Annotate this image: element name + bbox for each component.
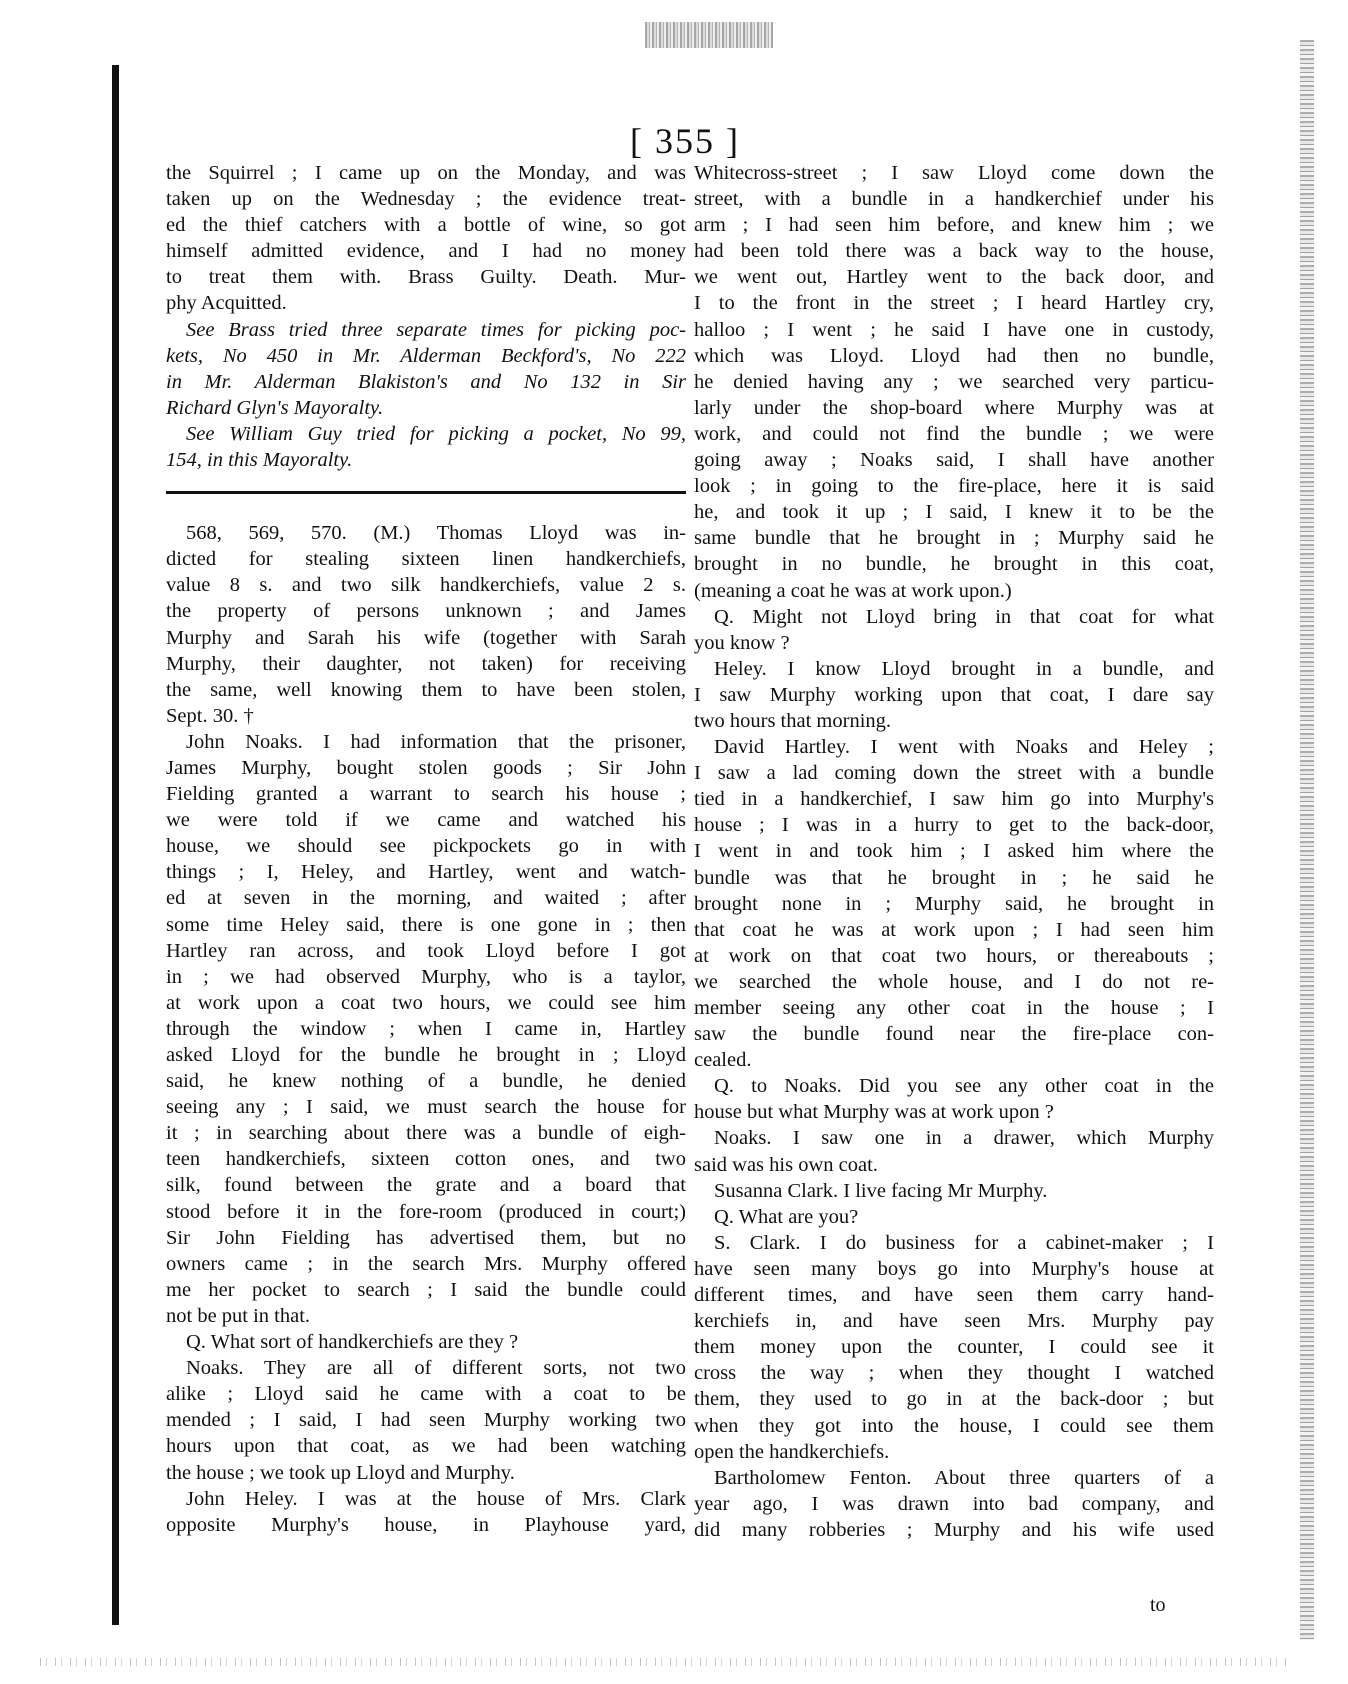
text-line: halloo ; I went ; he said I have one in custody, [694, 318, 1214, 341]
text-line: saw the bundle found near the fire-place con- [694, 1023, 1214, 1046]
text-line: stood before it in the fore-room (produced in court;) [166, 1200, 686, 1223]
text-line: we searched the whole house, and I do not re- [694, 970, 1214, 993]
text-line: had been told there was a back way to the house, [694, 240, 1214, 263]
text-line: himself admitted evidence, and I had no money [166, 240, 686, 263]
text-line: them, they used to go in at the back-door ; but [694, 1388, 1214, 1411]
text-line: phy Acquitted. [166, 292, 287, 315]
text-line: David Hartley. I went with Noaks and Heley ; [714, 736, 1214, 759]
left-column [166, 160, 686, 1538]
text-line: cross the way ; when they thought I watched [694, 1362, 1214, 1385]
text-line: that coat he was at work upon ; I had seen him [694, 918, 1214, 941]
text-line: taken up on the Wednesday ; the evidence treat- [166, 188, 686, 211]
text-line: Hartley ran across, and took Lloyd before I got [166, 939, 686, 962]
text-line: the same, well knowing them to have been stolen, [166, 678, 686, 701]
text-line: he, and took it up ; I said, I knew it to be the [694, 501, 1214, 524]
text-line: (meaning a coat he was at work upon.) [694, 579, 1012, 602]
text-line: I to the front in the street ; I heard Hartley cry, [694, 292, 1214, 315]
text-line: house ; I was in a hurry to get to the back-door, [694, 814, 1214, 837]
text-line: the property of persons unknown ; and James [166, 600, 686, 623]
right-column [694, 160, 1214, 1543]
section-rule [166, 491, 686, 494]
text-line: asked Lloyd for the bundle he brought in ; Lloyd [166, 1044, 686, 1066]
text-line: he denied having any ; we searched very particu- [694, 370, 1214, 393]
text-line: different times, and have seen them carry hand- [694, 1284, 1214, 1307]
text-line: in ; we had observed Murphy, who is a taylor, [166, 965, 686, 988]
text-line: 154, in this Mayoralty. [166, 449, 353, 472]
text-line: when they got into the house, I could see them [694, 1414, 1214, 1437]
text-line: Whitecross-street ; I saw Lloyd come down the [694, 162, 1214, 184]
text-line: opposite Murphy's house, in Playhouse yard, [166, 1513, 686, 1536]
text-line: things ; I, Heley, and Hartley, went and watch- [166, 861, 686, 884]
text-line: said was his own coat. [694, 1153, 878, 1176]
text-line: ed the thief catchers with a bottle of wine, so got [166, 214, 686, 237]
text-line: value 8 s. and two silk handkerchiefs, value 2 s. [166, 574, 686, 597]
scan-smudge [645, 22, 773, 48]
binding-rule [112, 65, 119, 1625]
text-line: arm ; I had seen him before, and knew him ; we [694, 214, 1214, 237]
text-line: Bartholomew Fenton. About three quarters of a [714, 1466, 1214, 1489]
text-line: tied in a handkerchief, I saw him go into Murphy's [694, 788, 1214, 811]
text-line: through the window ; when I came in, Hartley [166, 1017, 686, 1040]
text-line: 568, 569, 570. (M.) Thomas Lloyd was in- [186, 522, 686, 545]
text-line: member seeing any other coat in the house ; I [694, 997, 1214, 1019]
text-line: Heley. I know Lloyd brought in a bundle, and [714, 657, 1214, 680]
text-line: have seen many boys go into Murphy's house at [694, 1257, 1214, 1280]
text-line: them money upon the counter, I could see it [694, 1336, 1214, 1359]
text-line: not be put in that. [166, 1304, 311, 1327]
text-line: James Murphy, bought stolen goods ; Sir John [166, 756, 686, 779]
text-line: dicted for stealing sixteen linen handkerchiefs, [166, 548, 686, 571]
text-line: me her pocket to search ; I said the bundle could [166, 1278, 686, 1301]
text-line: the Squirrel ; I came up on the Monday, and was [166, 162, 686, 184]
text-line: teen handkerchiefs, sixteen cotton ones, and two [166, 1148, 686, 1171]
text-line: year ago, I was drawn into bad company, and [694, 1492, 1214, 1515]
text-line: I went in and took him ; I asked him where the [694, 840, 1214, 863]
text-line: to treat them with. Brass Guilty. Death. Mur- [166, 266, 686, 289]
text-line: Q. What sort of handkerchiefs are they ? [186, 1331, 519, 1354]
text-line: Noaks. They are all of different sorts, not two [186, 1357, 686, 1380]
catchword: to [1150, 1594, 1166, 1616]
text-line: bundle was that he brought in ; he said he [694, 866, 1214, 889]
text-line: two hours that morning. [694, 709, 892, 732]
text-line: at work upon a coat two hours, we could see him [166, 991, 686, 1014]
text-line: open the handkerchiefs. [694, 1440, 890, 1463]
text-line: work, and could not find the bundle ; we were [694, 422, 1214, 445]
text-line: mended ; I said, I had seen Murphy working two [166, 1409, 686, 1432]
page-number: [ 355 ] [630, 121, 740, 161]
text-line: larly under the shop-board where Murphy was at [694, 396, 1214, 419]
text-line: did many robberies ; Murphy and his wife used [694, 1518, 1214, 1541]
text-line: cealed. [694, 1049, 752, 1072]
text-line: Sir John Fielding has advertised them, but no [166, 1226, 686, 1249]
text-line: Susanna Clark. I live facing Mr Murphy. [714, 1179, 1048, 1202]
text-line: said, he knew nothing of a bundle, he denied [166, 1070, 686, 1093]
text-line: seeing any ; I said, we must search the house for [166, 1096, 686, 1119]
text-line: going away ; Noaks said, I shall have another [694, 449, 1214, 472]
text-line: at work on that coat two hours, or thereabouts ; [694, 944, 1214, 967]
text-line: I saw Murphy working upon that coat, I dare say [694, 683, 1214, 706]
text-line: Fielding granted a warrant to search his house ; [166, 783, 686, 806]
text-line: alike ; Lloyd said he came with a coat to be [166, 1383, 686, 1406]
text-line: it ; in searching about there was a bundle of eigh- [166, 1122, 686, 1145]
text-line: look ; in going to the fire-place, here it is said [694, 475, 1214, 498]
text-line: you know ? [694, 631, 790, 654]
text-line: See William Guy tried for picking a pocket, No 99, [186, 422, 686, 445]
text-line: Noaks. I saw one in a drawer, which Murphy [714, 1127, 1214, 1150]
text-line: John Heley. I was at the house of Mrs. Clark [186, 1487, 686, 1510]
text-line: street, with a bundle in a handkerchief under his [694, 188, 1214, 211]
text-line: we went out, Hartley went to the back door, and [694, 266, 1214, 289]
text-line: brought in no bundle, he brought in this coat, [694, 553, 1214, 576]
text-line: Murphy, their daughter, not taken) for receiving [166, 652, 686, 675]
text-line: the house ; we took up Lloyd and Murphy. [166, 1461, 515, 1484]
text-line: Q. What are you? [714, 1205, 859, 1228]
scan-noise [40, 1658, 1290, 1666]
page-edge [1300, 40, 1314, 1640]
text-line: house but what Murphy was at work upon ? [694, 1101, 1054, 1124]
text-line: hours upon that coat, as we had been watching [166, 1435, 686, 1458]
text-line: which was Lloyd. Lloyd had then no bundle, [694, 344, 1214, 367]
text-line: Q. to Noaks. Did you see any other coat in the [714, 1075, 1214, 1098]
text-line: kets, No 450 in Mr. Alderman Beckford's, No 222 [166, 344, 686, 367]
text-line: Richard Glyn's Mayoralty. [166, 396, 384, 419]
text-line: silk, found between the grate and a board that [166, 1174, 686, 1197]
text-line: we were told if we came and watched his [166, 809, 686, 832]
text-line: ed at seven in the morning, and waited ; after [166, 887, 686, 910]
text-line: brought none in ; Murphy said, he brought in [694, 892, 1214, 915]
text-line: S. Clark. I do business for a cabinet-maker ; I [714, 1231, 1214, 1254]
text-line: in Mr. Alderman Blakiston's and No 132 in Sir [166, 370, 686, 393]
text-line: John Noaks. I had information that the prisoner, [186, 730, 686, 753]
text-line: same bundle that he brought in ; Murphy said he [694, 527, 1214, 550]
text-line: house, we should see pickpockets go in with [166, 835, 686, 858]
text-line: some time Heley said, there is one gone in ; then [166, 913, 686, 936]
text-line: Murphy and Sarah his wife (together with Sarah [166, 626, 686, 649]
text-line: kerchiefs in, and have seen Mrs. Murphy pay [694, 1310, 1214, 1333]
text-line: Sept. 30. † [166, 704, 254, 727]
text-line: See Brass tried three separate times for picking poc- [186, 318, 686, 341]
text-line: Q. Might not Lloyd bring in that coat for what [714, 605, 1214, 628]
text-line: owners came ; in the search Mrs. Murphy offered [166, 1252, 686, 1275]
text-line: I saw a lad coming down the street with a bundle [694, 762, 1214, 785]
